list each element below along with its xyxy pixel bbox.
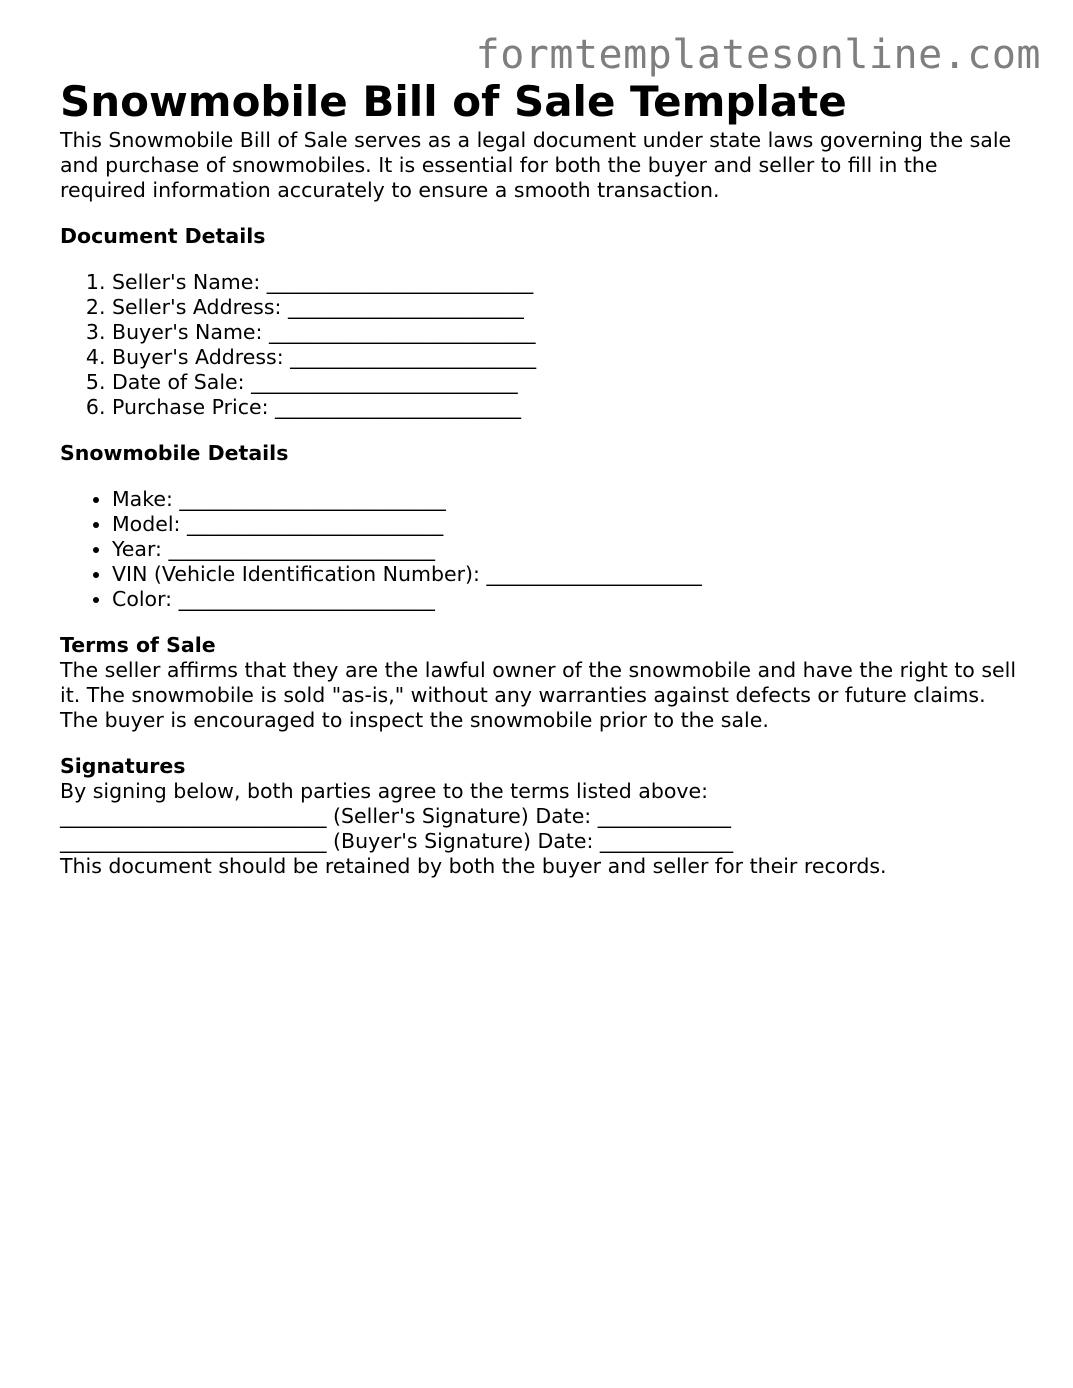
document-details-list [60, 270, 1020, 420]
list-item-purchase-price: 6. Purchase Price: ________________________ [112, 395, 1020, 420]
list-item-color: • Color: _________________________ [112, 587, 1020, 612]
signatures-heading: Signatures [60, 754, 186, 778]
terms-heading: Terms of Sale [60, 633, 216, 657]
list-item-sellers-address: 2. Seller's Address: _______________________ [112, 295, 1020, 320]
snowmobile-details-heading: Snowmobile Details [60, 441, 289, 465]
signatures-intro: By signing below, both parties agree to the terms listed above: [60, 779, 709, 803]
seller-signature-line: __________________________ (Seller's Signature) Date: _____________ [60, 804, 731, 828]
list-item-model: • Model: _________________________ [112, 512, 1020, 537]
list-item-buyers-name: 3. Buyer's Name: __________________________ [112, 320, 1020, 345]
snowmobile-details-list [60, 487, 1020, 612]
closing-paragraph: This document should be retained by both the buyer and seller for their records. [60, 854, 887, 878]
list-item-year: • Year: __________________________ [112, 537, 1020, 562]
document-details-heading: Document Details [60, 224, 266, 248]
terms-paragraph: The seller affirms that they are the lawful owner of the snowmobile and have the right to sell it. The snowmobile is sold "as-is," without any warranties against defects or future claims. The buyer is encouraged to inspect the snowmobile prior to the sale. [60, 658, 1017, 732]
list-item-make: • Make: __________________________ [112, 487, 1020, 512]
list-item-date-of-sale: 5. Date of Sale: __________________________ [112, 370, 1020, 395]
watermark: formtemplatesonline.com [475, 32, 1041, 78]
list-item-vin: • VIN (Vehicle Identification Number): _____________________ [112, 562, 1020, 587]
buyer-signature-line: __________________________ (Buyer's Signature) Date: _____________ [60, 829, 734, 853]
page-title: Snowmobile Bill of Sale Template [60, 77, 847, 126]
list-item-buyers-address: 4. Buyer's Address: ________________________ [112, 345, 1020, 370]
document-body [60, 76, 1020, 879]
intro-paragraph: This Snowmobile Bill of Sale serves as a legal document under state laws governing the sale and purchase of snowmobiles. It is essential for both the buyer and seller to fill in the required information accurately to ensure a smooth transaction. [60, 128, 1012, 202]
list-item-sellers-name: 1. Seller's Name: __________________________ [112, 270, 1020, 295]
